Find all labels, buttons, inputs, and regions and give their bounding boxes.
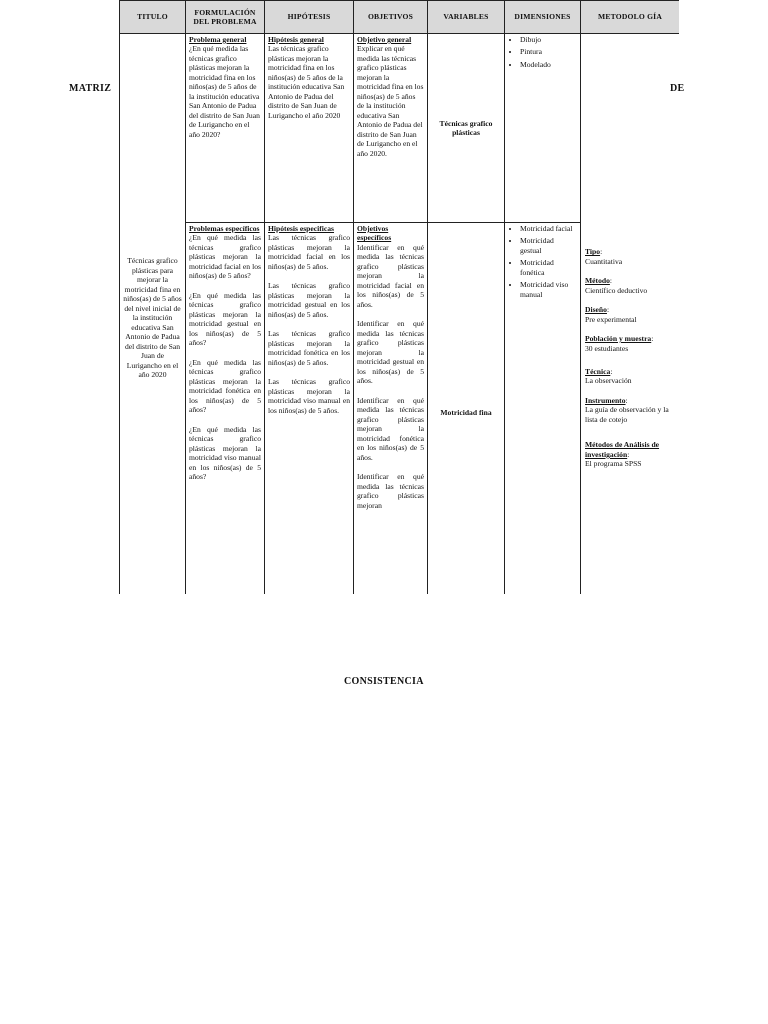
problemas-especificos-label: Problemas específicos	[189, 224, 260, 233]
metodos-label: Métodos de Análisis de investigación	[585, 440, 660, 459]
header-titulo: TITULO	[120, 1, 186, 34]
dimension-item: • Motricidad fonética	[520, 258, 577, 277]
tipo-value: Cuantitativa	[585, 256, 623, 266]
dimensiones-1-cell	[505, 34, 581, 223]
hipotesis-especificas-cell	[265, 223, 354, 595]
objetivo-general-text: Explicar en qué medida las técnicas grafico plásticas mejoran la motricidad fina en los niños(as) de 5 años de la institución educativa San Antonio de Padua del distrito de San Juan de Lurigancho en el año 2020.	[357, 44, 424, 158]
header-objetivos: OBJETIVOS	[354, 1, 428, 34]
problemas-especificos-cell	[186, 223, 265, 595]
instrumento-value: La guía de observación y la lista de cotejo	[585, 405, 669, 424]
dimensiones-2-cell	[505, 223, 581, 595]
hipotesis-especificas-label: Hipótesis especificas	[268, 224, 335, 233]
problema-especifico: ¿En qué medida las técnicas grafico plásticas mejoran la motricidad viso manual en los niños(as) de 5 años?	[189, 424, 261, 482]
problema-general-text: ¿En qué medida las técnicas grafico plásticas mejoran la motricidad fina en los niños(as) de 5 años de la institución educativa San Antonio de Padua del distrito de San Juan de Lurigancho en el año 2020?	[189, 44, 260, 139]
problema-general-cell	[186, 34, 265, 223]
hipotesis-especifica: Las técnicas grafico plásticas mejoran la motricidad facial en los niños(as) de 5 años.	[268, 233, 350, 271]
instrumento-label: Instrumento	[585, 395, 626, 405]
objetivos-especificos-cell	[354, 223, 428, 595]
dimension-item: • Motricidad viso manual	[520, 280, 577, 299]
metodologia-cell: Tipo: Cuantitativa Método: Científico deductivo Diseño: Pre experimental Población y muestra: 30 estudiantes Técnica: La observación Instrumento: La guía de observación y la lista de cotejo Métodos de Análisis de investigación: El programa SPSS	[581, 34, 680, 595]
dimension-item: • Motricidad gestual	[520, 236, 577, 255]
tecnica-value: La observación	[585, 376, 632, 386]
tecnica-label: Técnica	[585, 367, 611, 376]
hipotesis-especifica: Las técnicas grafico plásticas mejoran la motricidad gestual en los niños(as) de 5 años.	[268, 281, 350, 319]
objetivo-especifico: Identificar en qué medida las técnicas grafico plásticas mejoran la motricidad fonética en los niños(as) de 5 años.	[357, 395, 424, 462]
header-dimensiones: DIMENSIONES	[505, 1, 581, 34]
objetivo-especifico: Identificar en qué medida las técnicas grafico plásticas mejoran	[357, 472, 424, 510]
problema-general-label: Problema general	[189, 35, 247, 44]
hipotesis-general-cell	[265, 34, 354, 223]
objetivo-general-cell	[354, 34, 428, 223]
problema-especifico: ¿En qué medida las técnicas grafico plásticas mejoran la motricidad gestual en los niños(as) de 5 años?	[189, 290, 261, 348]
poblacion-value: 30 estudiantes	[585, 343, 629, 353]
dimension-item: • Pintura	[520, 47, 577, 56]
problema-especifico: ¿En qué medida las técnicas grafico plásticas mejoran la motricidad fonética en los niños(as) de 5 años?	[189, 357, 261, 415]
tipo-label: Tipo	[585, 247, 601, 257]
hipotesis-general-text: Las técnicas grafico plásticas mejoran la motricidad fina en los niños(as) de 5 años de la institución educativa San Antonio de Padua del distrito de San Juan de Lurigancho el año 2020	[268, 44, 345, 120]
general-row	[120, 34, 680, 223]
dimension-item: • Motricidad facial	[520, 224, 577, 233]
poblacion-label: Población y muestra	[585, 334, 652, 344]
hipotesis-especifica: Las técnicas grafico plásticas mejoran la motricidad fonética en los niños(as) de 5 años.	[268, 329, 350, 367]
header-metodologia: METODOLO GÍA	[581, 1, 680, 34]
variable-2-cell: Motricidad fina	[428, 223, 505, 595]
metodos-value: El programa SPSS	[585, 459, 642, 469]
consistency-matrix-table	[119, 0, 679, 594]
variable-1-cell: Técnicas grafico plásticas	[428, 34, 505, 223]
matrix-title-bottom: CONSISTENCIA	[344, 676, 424, 687]
dimension-item: • Modelado	[520, 60, 577, 69]
objetivos-especificos-label: Objetivos específicos	[357, 224, 392, 243]
header-hipotesis: HIPÓTESIS	[265, 1, 354, 34]
objetivo-general-label: Objetivo general	[357, 35, 412, 44]
problema-especifico: ¿En qué medida las técnicas grafico plásticas mejoran la motricidad facial en los niños(as) de 5 años?	[189, 233, 261, 281]
diseno-label: Diseño	[585, 305, 607, 315]
header-variables: VARIABLES	[428, 1, 505, 34]
metodo-value: Científico deductivo	[585, 285, 648, 295]
matrix-title-right: DE	[670, 83, 685, 94]
metodo-label: Método	[585, 276, 610, 286]
header-formulacion: FORMULACIÓN DEL PROBLEMA	[186, 1, 265, 34]
titulo-cell: Técnicas grafico plásticas para mejorar la motricidad fina en niños(as) de 5 años del nivel inicial de la institución educativa San Antonio de Padua del distrito de San Juan de Lurigancho en el año 2020	[120, 34, 186, 595]
objetivo-especifico: Identificar en qué medida las técnicas grafico plásticas mejoran la motricidad gestual en los niños(as) de 5 años.	[357, 319, 424, 386]
hipotesis-general-label: Hipótesis general	[268, 35, 324, 44]
objetivo-especifico: Identificar en qué medida las técnicas grafico plásticas mejoran la motricidad facial en los niños(as) de 5 años.	[357, 242, 424, 309]
hipotesis-especifica: Las técnicas grafico plásticas mejoran la motricidad viso manual en los niños(as) de 5 años.	[268, 377, 350, 415]
dimension-item: • Dibujo	[520, 35, 577, 44]
matrix-title-left: MATRIZ	[69, 83, 112, 94]
header-row	[120, 1, 680, 34]
diseno-value: Pre experimental	[585, 314, 637, 324]
